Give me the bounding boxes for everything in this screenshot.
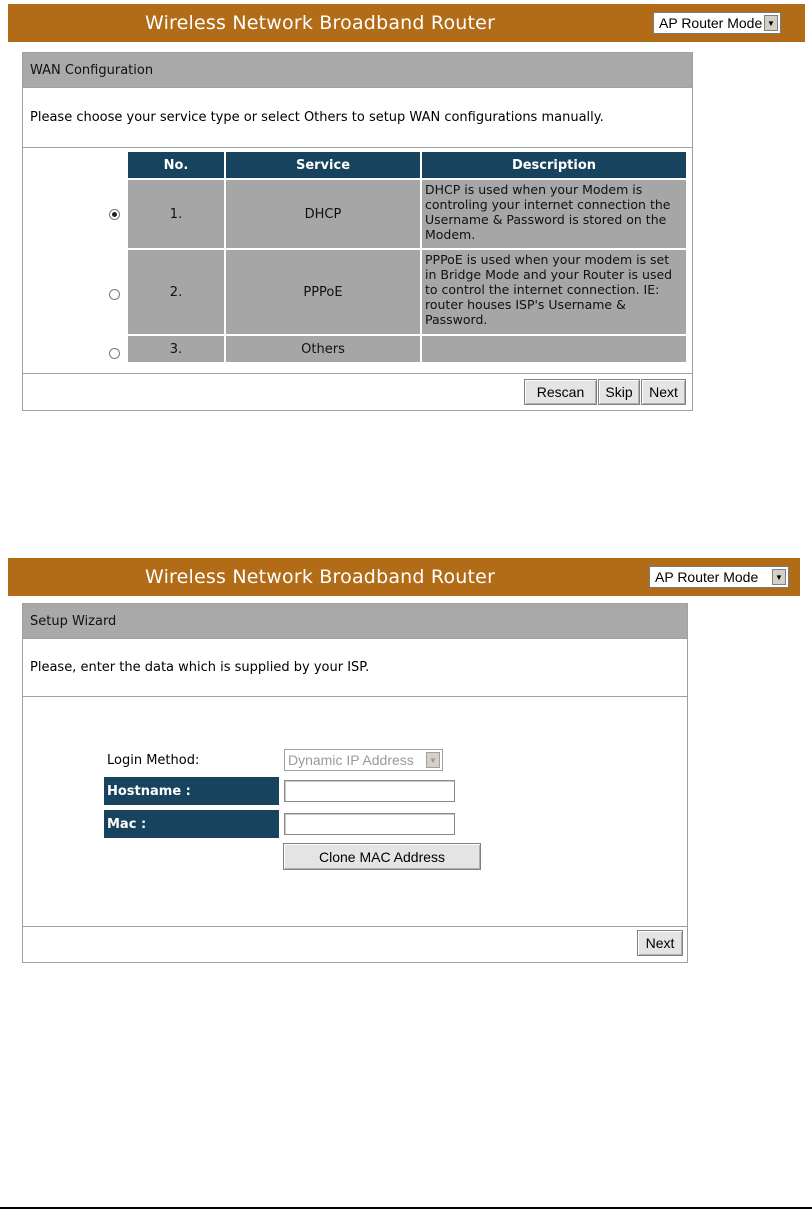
login-method-select[interactable] xyxy=(284,749,443,771)
table-row xyxy=(128,250,686,334)
buttons-divider xyxy=(23,373,692,374)
panel-title: WAN Configuration xyxy=(23,53,692,87)
service-radio-dhcp[interactable] xyxy=(109,209,120,220)
mode-select[interactable] xyxy=(649,566,789,588)
row-description: PPPoE is used when your modem is set in Bridge Mode and your Router is used to control the internet connection. IE: router houses ISP's Username & Password. xyxy=(422,250,686,334)
row-no: 3. xyxy=(128,336,224,362)
chevron-down-icon[interactable]: ▼ xyxy=(764,15,778,31)
row-no: 2. xyxy=(128,250,224,334)
title-bar xyxy=(8,558,800,596)
app-title: Wireless Network Broadband Router xyxy=(145,566,496,588)
login-method-value: Dynamic IP Address xyxy=(288,752,414,768)
skip-button[interactable]: Skip xyxy=(598,379,640,405)
chevron-down-icon[interactable]: ▼ xyxy=(772,569,786,585)
mac-label: Mac : xyxy=(104,810,279,838)
row-service: DHCP xyxy=(226,180,420,248)
row-description: DHCP is used when your Modem is controling your internet connection the Username & Password is stored on the Modem. xyxy=(422,180,686,248)
service-table xyxy=(126,150,688,364)
row-service: Others xyxy=(226,336,420,362)
mode-select-value: AP Router Mode xyxy=(659,15,763,31)
mode-select[interactable] xyxy=(653,12,781,34)
hostname-input[interactable] xyxy=(284,780,455,802)
panel-title: Setup Wizard xyxy=(23,604,687,638)
table-row xyxy=(128,336,686,362)
next-button[interactable]: Next xyxy=(637,930,683,956)
rescan-button[interactable]: Rescan xyxy=(524,379,597,405)
clone-mac-button[interactable]: Clone MAC Address xyxy=(283,843,481,870)
next-button[interactable]: Next xyxy=(641,379,686,405)
buttons-divider xyxy=(23,926,687,927)
col-header-service: Service xyxy=(226,152,420,178)
app-title: Wireless Network Broadband Router xyxy=(145,12,496,34)
login-method-label: Login Method: xyxy=(107,753,200,768)
mac-input[interactable] xyxy=(284,813,455,835)
col-header-no: No. xyxy=(128,152,224,178)
mode-select-value: AP Router Mode xyxy=(655,569,759,585)
col-header-description: Description xyxy=(422,152,686,178)
panel-intro: Please, enter the data which is supplied by your ISP. xyxy=(23,638,687,697)
panel-intro: Please choose your service type or select Others to setup WAN configurations manually. xyxy=(23,87,692,148)
row-no: 1. xyxy=(128,180,224,248)
title-bar xyxy=(8,4,805,42)
service-radio-others[interactable] xyxy=(109,348,120,359)
page-divider xyxy=(0,1207,812,1209)
hostname-label: Hostname : xyxy=(104,777,279,805)
row-description xyxy=(422,336,686,362)
service-radio-pppoe[interactable] xyxy=(109,289,120,300)
table-row xyxy=(128,180,686,248)
chevron-down-icon[interactable]: ▼ xyxy=(426,752,440,768)
row-service: PPPoE xyxy=(226,250,420,334)
